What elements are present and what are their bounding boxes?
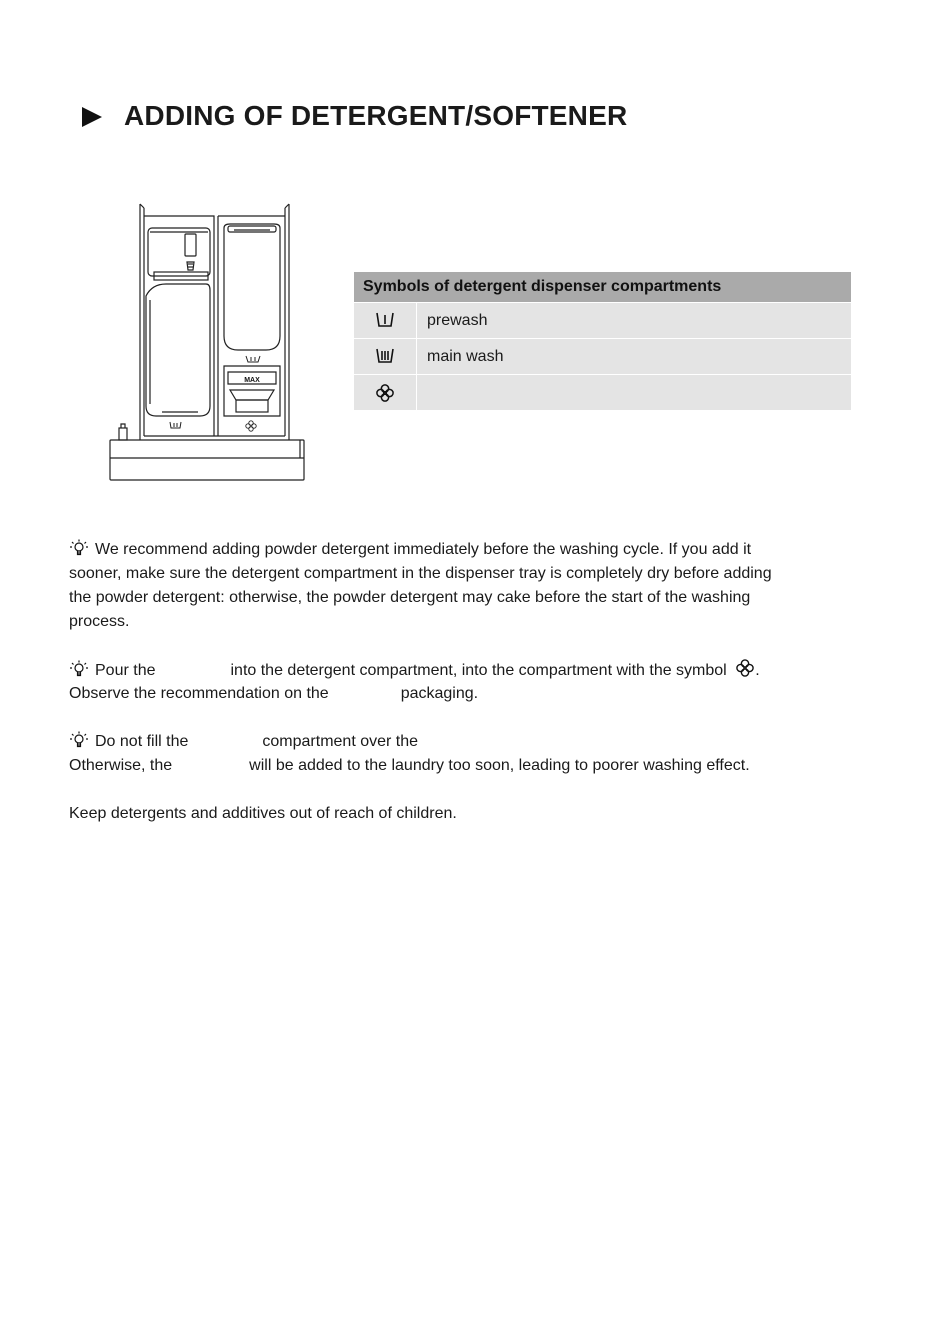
tip2-line1-end: .: [755, 662, 760, 679]
symbol-cell: [354, 375, 417, 411]
softener-flower-icon: [375, 383, 395, 403]
symbol-label: prewash: [417, 303, 852, 339]
tip-do-not-overfill: [69, 730, 869, 778]
tip2-line1-b: into the detergent compartment, into the compartment with the symbol: [230, 662, 727, 679]
tip-powder-detergent: [69, 538, 869, 634]
table-row: [354, 303, 851, 339]
symbols-table: [354, 272, 851, 410]
page-heading: [82, 100, 627, 132]
tip3-line2-b: will be added to the laundry too soon, leading to poorer washing effect.: [249, 757, 750, 774]
symbol-label: [417, 375, 852, 411]
tip2-line1-a: Pour the: [95, 662, 156, 679]
softener-flower-icon: [735, 658, 755, 678]
notice-text: Keep detergents and additives out of reach of children.: [69, 805, 457, 822]
tip1-line2: sooner, make sure the detergent compartment in the dispenser tray is completely dry before adding: [69, 565, 772, 582]
page-title: ADDING OF DETERGENT/SOFTENER: [124, 100, 628, 131]
symbol-cell: [354, 303, 417, 339]
lightbulb-icon: [69, 660, 89, 678]
max-label: MAX: [244, 377, 260, 384]
tip2-line2-a: Observe the recommendation on the: [69, 685, 329, 702]
symbols-table-header: Symbols of detergent dispenser compartments: [354, 272, 851, 303]
tip1-line1: We recommend adding powder detergent immediately before the washing cycle. If you add it: [95, 541, 752, 558]
detergent-drawer-illustration: [108, 200, 308, 484]
lightbulb-icon: [69, 539, 89, 557]
main-wash-icon: [374, 347, 396, 365]
tip3-line2-a: Otherwise, the: [69, 757, 173, 774]
heading-arrow-icon: [82, 107, 102, 127]
tip1-line4: process.: [69, 613, 130, 630]
tip2-line2-b: packaging.: [400, 685, 479, 702]
tip1-line3: the powder detergent: otherwise, the powder detergent may cake before the start of the washing: [69, 589, 751, 606]
table-row: [354, 375, 851, 411]
symbol-cell: [354, 339, 417, 375]
prewash-icon: [374, 311, 396, 329]
table-row: [354, 339, 851, 375]
symbol-label: main wash: [417, 339, 852, 375]
lightbulb-icon: [69, 731, 89, 749]
tip3-line1-b: compartment over the: [262, 733, 419, 750]
child-safety-notice: [69, 802, 869, 826]
tip-pour-softener: [69, 658, 869, 706]
tip3-line1-a: Do not fill the: [95, 733, 189, 750]
